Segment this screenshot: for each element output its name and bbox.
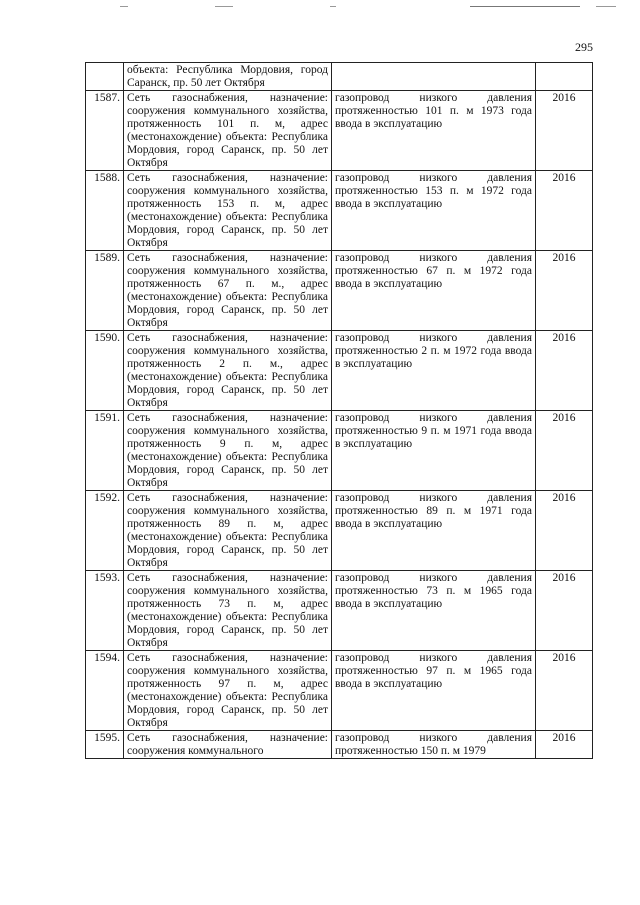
table-row [86, 331, 593, 411]
registry-body [86, 63, 593, 759]
row-number-cell: 1592. [86, 491, 124, 571]
table-row [86, 91, 593, 171]
object-name-cell: Сеть газоснабжения, назначение: сооружения коммунального хозяйства, протяженность 101 п. м, адрес (местонахождение) объекта: Республика Мордовия, город Саранск, пр. 50 лет Октября [124, 91, 332, 171]
scan-mark [330, 6, 336, 7]
scan-mark [120, 6, 128, 7]
row-number-cell: 1595. [86, 731, 124, 759]
scan-mark [596, 6, 616, 7]
row-number-cell: 1593. [86, 571, 124, 651]
year-cell: 2016 [536, 251, 593, 331]
table-row [86, 731, 593, 759]
object-description-cell: газопровод низкого давления протяженностью 73 п. м 1965 года ввода в эксплуатацию [332, 571, 536, 651]
year-cell: 2016 [536, 731, 593, 759]
row-number-cell: 1591. [86, 411, 124, 491]
table-row [86, 63, 593, 91]
year-cell [536, 63, 593, 91]
year-cell: 2016 [536, 651, 593, 731]
row-number-cell: 1594. [86, 651, 124, 731]
table-row [86, 571, 593, 651]
object-name-cell: Сеть газоснабжения, назначение: сооружения коммунального хозяйства, протяженность 89 п. м, адрес (местонахождение) объекта: Республика Мордовия, город Саранск, пр. 50 лет Октября [124, 491, 332, 571]
year-cell: 2016 [536, 171, 593, 251]
object-description-cell: газопровод низкого давления протяженностью 89 п. м 1971 года ввода в эксплуатацию [332, 491, 536, 571]
object-description-cell: газопровод низкого давления протяженностью 9 п. м 1971 года ввода в эксплуатацию [332, 411, 536, 491]
object-name-cell: Сеть газоснабжения, назначение: сооружения коммунального хозяйства, протяженность 9 п. м, адрес (местонахождение) объекта: Республика Мордовия, город Саранск, пр. 50 лет Октября [124, 411, 332, 491]
object-name-cell: Сеть газоснабжения, назначение: сооружения коммунального хозяйства, протяженность 97 п. м, адрес (местонахождение) объекта: Республика Мордовия, город Саранск, пр. 50 лет Октября [124, 651, 332, 731]
scan-mark [470, 6, 580, 7]
page-number: 295 [575, 40, 593, 54]
table-row [86, 251, 593, 331]
object-description-cell [332, 63, 536, 91]
object-name-cell: Сеть газоснабжения, назначение: сооружения коммунального хозяйства, протяженность 153 п. м, адрес (местонахождение) объекта: Республика Мордовия, город Саранск, пр. 50 лет Октября [124, 171, 332, 251]
object-name-cell: Сеть газоснабжения, назначение: сооружения коммунального хозяйства, протяженность 2 п. м., адрес (местонахождение) объекта: Республика Мордовия, город Саранск, пр. 50 лет Октября [124, 331, 332, 411]
object-name-cell: Сеть газоснабжения, назначение: сооружения коммунального [124, 731, 332, 759]
object-name-cell: Сеть газоснабжения, назначение: сооружения коммунального хозяйства, протяженность 73 п. м, адрес (местонахождение) объекта: Республика Мордовия, город Саранск, пр. 50 лет Октября [124, 571, 332, 651]
row-number-cell: 1590. [86, 331, 124, 411]
year-cell: 2016 [536, 571, 593, 651]
object-name-cell: объекта: Республика Мордовия, город Саранск, пр. 50 лет Октября [124, 63, 332, 91]
table-row [86, 491, 593, 571]
table-row [86, 411, 593, 491]
year-cell: 2016 [536, 331, 593, 411]
table-row [86, 171, 593, 251]
table-row [86, 651, 593, 731]
object-description-cell: газопровод низкого давления протяженностью 153 п. м 1972 года ввода в эксплуатацию [332, 171, 536, 251]
row-number-cell: 1587. [86, 91, 124, 171]
object-description-cell: газопровод низкого давления протяженностью 2 п. м 1972 года ввода в эксплуатацию [332, 331, 536, 411]
scan-mark [215, 6, 233, 7]
year-cell: 2016 [536, 91, 593, 171]
object-description-cell: газопровод низкого давления протяженностью 67 п. м 1972 года ввода в эксплуатацию [332, 251, 536, 331]
property-registry-table [85, 62, 593, 759]
row-number-cell: 1588. [86, 171, 124, 251]
object-name-cell: Сеть газоснабжения, назначение: сооружения коммунального хозяйства, протяженность 67 п. м., адрес (местонахождение) объекта: Республика Мордовия, город Саранск, пр. 50 лет Октября [124, 251, 332, 331]
object-description-cell: газопровод низкого давления протяженностью 97 п. м 1965 года ввода в эксплуатацию [332, 651, 536, 731]
row-number-cell: 1589. [86, 251, 124, 331]
row-number-cell [86, 63, 124, 91]
object-description-cell: газопровод низкого давления протяженностью 150 п. м 1979 [332, 731, 536, 759]
object-description-cell: газопровод низкого давления протяженностью 101 п. м 1973 года ввода в эксплуатацию [332, 91, 536, 171]
year-cell: 2016 [536, 411, 593, 491]
year-cell: 2016 [536, 491, 593, 571]
